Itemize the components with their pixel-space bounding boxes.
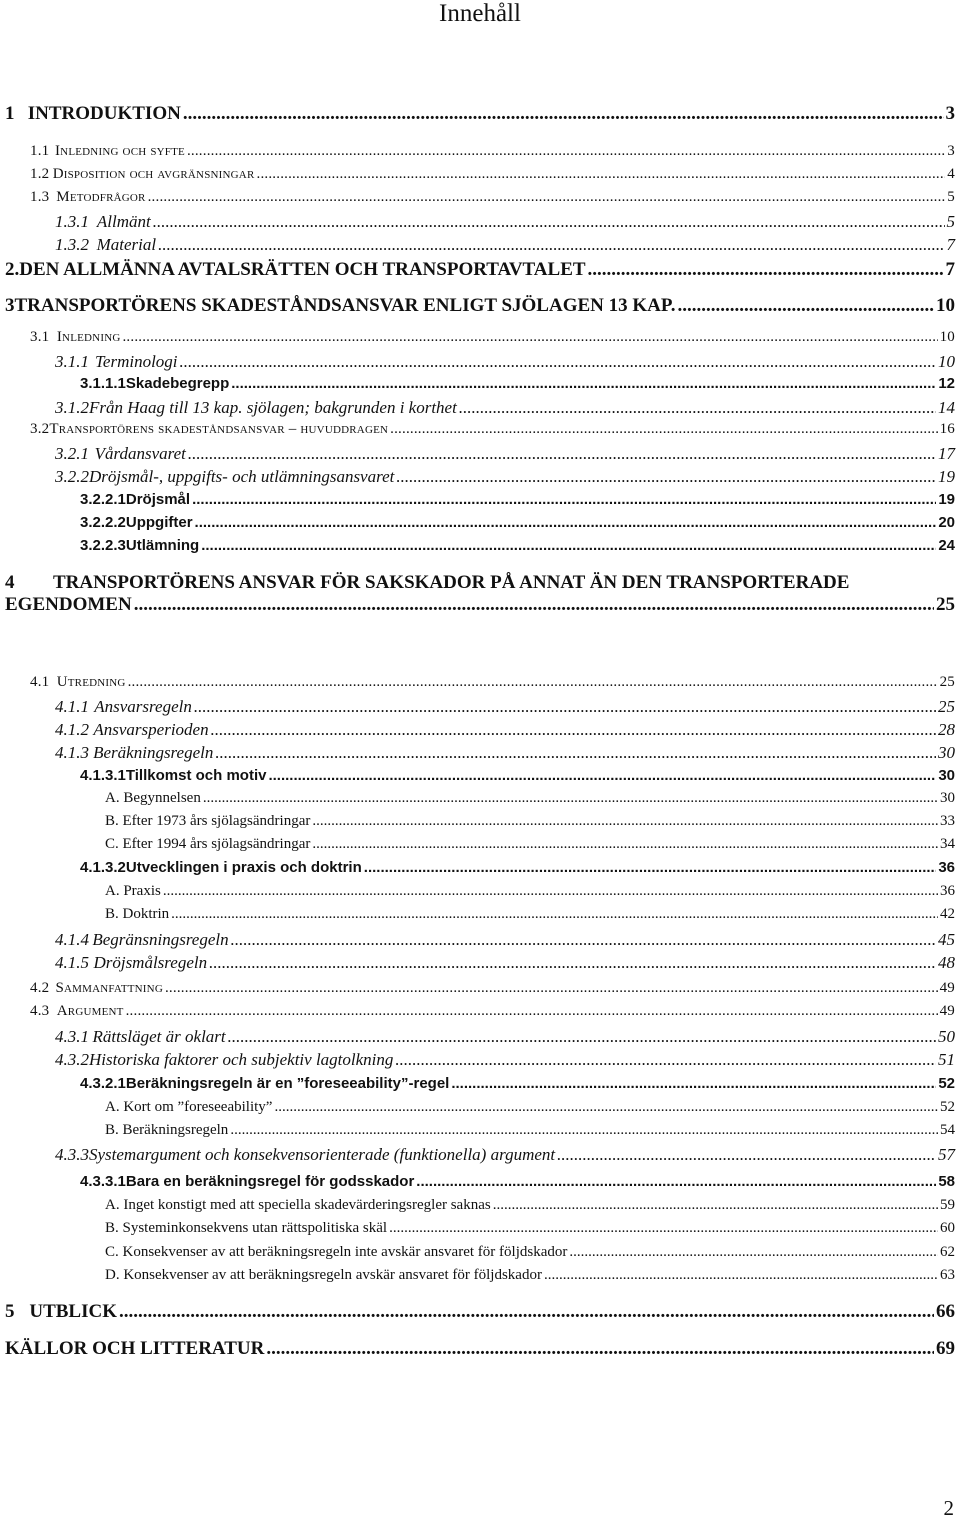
leader-dots [180,353,936,370]
toc-entry-page: 16 [939,421,955,437]
toc-entry[interactable] [5,103,955,125]
toc-entry-number: 1.2 [30,166,50,182]
toc-entry-page: 24 [938,537,955,554]
toc-entry[interactable] [55,953,955,973]
toc-entry-number: 4.1.3.2 [80,859,126,876]
toc-entry-number: 4.3 [30,1003,50,1019]
toc-entry-text: B. Systeminkonsekvens utan rättspolitiska skäl [105,1220,388,1236]
toc-entry-number: 1.3.2 [55,235,89,254]
toc-entry-text: Utlämning [125,537,200,554]
toc-entry-number: 3.1.2 [55,398,89,417]
toc-entry[interactable] [55,930,955,950]
toc-entry[interactable] [80,491,955,508]
toc-entry-text: Ansvarsregeln [94,697,192,716]
toc-entry-text: C. Efter 1994 års sjölagsändringar [105,836,311,852]
leader-dots [183,104,944,123]
leader-dots [188,445,936,462]
toc-entry-text: Sammanfattning [55,980,163,996]
leader-dots [569,1245,938,1260]
toc-entry[interactable] [105,1267,955,1284]
toc-entry[interactable] [105,1122,955,1139]
toc-entry-number: 4.1.4 [55,930,89,949]
leader-dots [126,1004,938,1019]
toc-entry-page: 7 [945,259,955,280]
toc-entry-page: 20 [938,514,955,531]
leader-dots [194,698,936,715]
toc-entry-page: 28 [938,720,955,739]
toc-entry-text: C. Konsekvenser av att beräkningsregeln inte avskär ansvaret för följdskador [105,1244,568,1260]
toc-entry[interactable] [55,212,955,232]
toc-entry-page: 4 [947,166,955,182]
toc-entry-number: 1 [5,103,15,124]
toc-entry[interactable] [55,1145,955,1165]
leader-dots [215,744,936,761]
leader-dots [390,422,937,437]
page-number: 2 [943,1496,954,1520]
toc-entry[interactable] [30,674,955,691]
toc-entry-text: Från Haag till 13 kap. sjölagen; bakgrunden i korthet [89,398,457,417]
toc-entry-number: 4.3.3 [55,1145,89,1164]
toc-entry-text: DEN ALLMÄNNA AVTALSRÄTTEN OCH TRANSPORTAVTALET [19,259,586,280]
leader-dots [153,213,945,230]
toc-entry-text: B. Doktrin [105,906,170,922]
toc-entry-page: 10 [939,329,955,345]
toc-entry-page: 19 [938,467,955,486]
toc-entry[interactable] [105,813,955,830]
leader-dots [211,721,936,738]
leader-dots [364,860,937,875]
toc-entry-text: TRANSPORTÖRENS SKADESTÅNDSANSVAR ENLIGT SJÖLAGEN 13 KAP. [14,295,676,316]
toc-entry-page: 36 [938,859,955,876]
toc-entry[interactable] [55,444,955,464]
toc-entry-text: Systemargument och konsekvensorienterade (funktionella) argument [89,1145,556,1164]
toc-entry[interactable] [30,1003,955,1020]
toc-entry-text: TRANSPORTÖRENS ANSVAR FÖR SAKSKADOR PÅ ANNAT ÄN DEN TRANSPORTERADE [53,572,850,593]
toc-entry[interactable] [55,743,955,763]
toc-entry-number: 4.1.3 [55,743,89,762]
toc-entry-text: A. Praxis [105,883,161,899]
toc-entry-number: 3.1.1 [55,352,89,371]
toc-entry-number: 2. [5,259,20,280]
toc-entry-page: 30 [938,767,955,784]
toc-entry-number: 4.1 [30,674,50,690]
toc-entry-page: 10 [938,352,955,371]
toc-entry[interactable] [80,1173,955,1190]
toc-entry-text: Beräkningsregeln [93,743,214,762]
toc-entry-text: Metodfrågor [56,189,146,205]
toc-entry-page: 66 [936,1301,955,1322]
toc-entry-number: 3.2.2.1 [80,491,126,508]
leader-dots [230,1123,938,1138]
toc-entry-number: 4.1.5 [55,953,89,972]
toc-entry-text: Begränsningsregeln [92,930,229,949]
toc-entry[interactable] [55,352,955,372]
toc-entry-number: 1.1 [30,143,50,159]
toc-entry-page: 52 [938,1075,955,1092]
toc-entry-number: 4.3.1 [55,1027,89,1046]
toc-entry[interactable] [55,697,955,717]
leader-dots [192,492,936,507]
leader-dots [459,399,936,416]
toc-entry-page: 60 [940,1220,955,1236]
toc-entry[interactable] [30,143,955,160]
leader-dots [128,675,938,690]
leader-dots [195,515,937,530]
toc-entry-number: 5 [5,1301,15,1322]
toc-entry-number: 4.1.1 [55,697,89,716]
toc-entry-page: 69 [936,1338,955,1359]
toc-entry-page: 57 [938,1145,955,1164]
toc-entry[interactable] [80,375,955,392]
leader-dots [165,981,938,996]
toc-entry-number: 1.3.1 [55,212,89,231]
toc-entry-text: KÄLLOR OCH LITTERATUR [5,1338,265,1359]
toc-entry-page: 14 [938,398,955,417]
toc-entry[interactable] [30,189,955,206]
toc-entry-page: 25 [936,594,955,615]
toc-entry-text: Uppgifter [125,514,193,531]
toc-entry-page: 59 [940,1197,955,1213]
leader-dots [451,1076,936,1091]
toc-entry-text: INTRODUKTION [27,103,181,124]
toc-entry[interactable] [105,883,955,900]
toc-entry[interactable] [55,235,955,255]
leader-dots [266,1339,934,1358]
toc-entry[interactable] [30,166,955,183]
toc-entry-text: Dröjsmål-, uppgifts- och utlämningsansvaret [89,467,395,486]
toc-entry[interactable] [105,1244,955,1261]
toc-entry[interactable] [55,720,955,740]
toc-entry-number: 4.3.2 [55,1050,89,1069]
toc-entry-line [5,572,955,594]
leader-dots [396,468,936,485]
leader-dots [544,1268,938,1283]
toc-entry[interactable] [30,329,955,346]
toc-entry-page: 49 [939,980,955,996]
leader-dots [122,330,937,345]
toc-entry-number: 3.2.1 [55,444,89,463]
toc-entry-page: 48 [938,953,955,972]
toc-entry[interactable] [80,1075,955,1092]
toc-entry-page: 30 [940,790,955,806]
leader-dots [171,907,938,922]
toc-entry[interactable] [30,980,955,997]
toc-entry-text: Rättsläget är oklart [92,1027,226,1046]
toc-entry[interactable] [105,1220,955,1237]
toc-entry-text: B. Beräkningsregeln [105,1122,229,1138]
toc-entry-page: 3 [945,103,955,124]
toc-entry[interactable] [80,767,955,784]
toc-entry[interactable] [5,1301,955,1323]
toc-entry[interactable] [80,537,955,554]
leader-dots [119,1302,934,1321]
toc-entry[interactable] [5,1338,955,1360]
leader-dots [163,884,938,899]
toc-entry-text: A. Begynnelsen [105,790,201,806]
toc-entry-text: Utvecklingen i praxis och doktrin [125,859,362,876]
toc-entry-number: 3.2.2 [55,467,89,486]
leader-dots [268,768,936,783]
toc-entry-page: 5 [947,189,955,205]
leader-dots [312,837,938,852]
toc-entry-text: Inledning [56,329,121,345]
toc-entry-number: 4 [5,572,15,593]
toc-entry-text: UTBLICK [29,1301,117,1322]
leader-dots [203,791,938,806]
toc-entry[interactable] [55,398,955,418]
toc-entry-text: Skadebegrepp [125,375,230,392]
toc-entry-number: 3.2 [30,421,50,437]
toc-entry-line [5,594,955,616]
toc-entry-text: B. Efter 1973 års sjölagsändringar [105,813,311,829]
leader-dots [416,1174,936,1189]
leader-dots [231,931,936,948]
toc-entry-text: Argument [56,1003,124,1019]
leader-dots [134,595,934,614]
toc-entry-page: 25 [938,697,955,716]
toc-entry-text: Utredning [56,674,126,690]
leader-dots [158,236,944,253]
toc-entry-page: 51 [938,1050,955,1069]
toc-entry[interactable] [5,572,955,616]
leader-dots [231,376,936,391]
leader-dots [187,144,945,159]
toc-entry-page: 54 [940,1122,955,1138]
toc-entry-number: 1.3 [30,189,50,205]
toc-entry-text: D. Konsekvenser av att beräkningsregeln avskär ansvaret för följdskador [105,1267,542,1283]
toc-entry-page: 62 [940,1244,955,1260]
leader-dots [148,190,946,205]
toc-entry-text: Material [96,235,157,254]
toc-entry-page: 33 [940,813,955,829]
toc-entry-number: 4.1.2 [55,720,89,739]
toc-entry[interactable] [105,1099,955,1116]
toc-entry-text: A. Kort om ”foreseeability” [105,1099,273,1115]
toc-entry-page: 49 [939,1003,955,1019]
leader-dots [257,167,946,182]
toc-entry-number: 3 [5,295,15,316]
toc-entry-page: 3 [947,143,955,159]
toc-entry[interactable] [105,790,955,807]
leader-dots [274,1100,938,1115]
toc-entry[interactable] [55,1050,955,1070]
leader-dots [493,1198,938,1213]
toc-entry-page: 17 [938,444,955,463]
toc-entry-number: 4.3.2.1 [80,1075,126,1092]
leader-dots [209,954,936,971]
toc-entry[interactable] [55,1027,955,1047]
leader-dots [677,296,934,315]
toc-entry-text: Dröjsmålsregeln [93,953,208,972]
toc-entry-text: Dröjsmål [125,491,191,508]
toc-entry-text: Historiska faktorer och subjektiv lagtolkning [89,1050,394,1069]
toc-entry-text: EGENDOMEN [5,594,132,615]
toc-entry-page: 25 [939,674,955,690]
toc-entry-text: Transportörens skadeståndsansvar – huvuddragen [49,421,389,437]
toc-entry-page: 7 [946,235,955,254]
toc-entry-text: Allmänt [96,212,151,231]
toc-entry-page: 45 [938,930,955,949]
toc-entry[interactable] [105,906,955,923]
toc-entry-page: 30 [938,743,955,762]
toc-entry-page: 10 [936,295,955,316]
toc-entry[interactable] [80,514,955,531]
toc-entry-page: 58 [938,1173,955,1190]
toc-entry-text: Vårdansvaret [94,444,186,463]
toc-entry-text: A. Inget konstigt med att speciella skadevärderingsregler saknas [105,1197,491,1213]
toc-entry[interactable] [105,1197,955,1214]
toc-entry-number: 3.1.1.1 [80,375,126,392]
leader-dots [395,1051,936,1068]
toc-entry-text: Tillkomst och motiv [125,767,267,784]
toc-entry-text: Beräkningsregeln är en ”foreseeability”-regel [125,1075,450,1092]
toc-entry-page: 19 [938,491,955,508]
toc-entry-text: Bara en beräkningsregel för godsskador [125,1173,415,1190]
toc-entry-number: 4.3.3.1 [80,1173,126,1190]
toc-entry[interactable] [55,467,955,487]
toc-entry[interactable] [105,836,955,853]
toc-entry-page: 5 [946,212,955,231]
toc-entry-number: 3.1 [30,329,50,345]
toc-entry-text: Disposition och avgränsningar [52,166,255,182]
toc-entry-number: 3.2.2.3 [80,537,126,554]
toc-entry-page: 52 [940,1099,955,1115]
toc-entry-page: 36 [940,883,955,899]
toc-entry-number: 4.2 [30,980,50,996]
page-title: Innehåll [439,0,521,27]
toc-entry-page: 50 [938,1027,955,1046]
toc-entry-text: Terminologi [95,352,178,371]
leader-dots [201,538,936,553]
leader-dots [228,1028,936,1045]
toc-entry[interactable] [80,859,955,876]
leader-dots [588,260,944,279]
leader-dots [557,1146,936,1163]
toc-entry[interactable] [5,259,955,281]
toc-entry-number: 4.1.3.1 [80,767,126,784]
toc-entry-page: 12 [938,375,955,392]
toc-entry-page: 34 [940,836,955,852]
toc-entry-text: Ansvarsperioden [93,720,209,739]
toc-entry-number: 3.2.2.2 [80,514,126,531]
toc-entry-page: 63 [940,1267,955,1283]
toc-entry-text: Inledning och syfte [54,143,185,159]
leader-dots [389,1221,938,1236]
toc-entry[interactable] [5,295,955,317]
toc-entry-page: 42 [940,906,955,922]
leader-dots [312,814,938,829]
toc-entry[interactable] [30,421,955,438]
